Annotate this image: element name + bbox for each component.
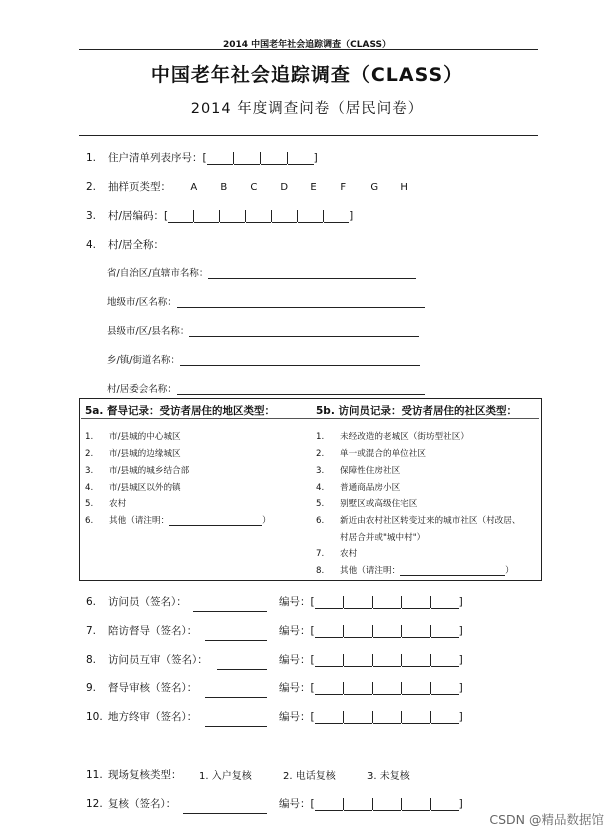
code-digit-box[interactable] xyxy=(315,625,343,638)
running-title: 2014 中国老年社会追踪调查（CLASS） xyxy=(222,40,392,50)
question-4-label: 村/居全称： xyxy=(108,239,165,251)
question-1: 1. 住户清单列表序号：[ ] xyxy=(86,152,318,164)
province-field: 省/自治区/直辖市名称： xyxy=(107,265,416,279)
section-5b-heading: 5b. 访问员记录：受访者居住的社区类型： xyxy=(316,405,517,417)
code-digit-box[interactable] xyxy=(402,682,430,695)
question-1-label: 住户清单列表序号：[ xyxy=(108,152,207,164)
sample-type-option[interactable]: G xyxy=(370,182,379,193)
community-option[interactable]: 4. 普通商品房小区 xyxy=(316,483,401,493)
supervisor-review-code: 编号：[ ] xyxy=(279,682,463,694)
q3-digit-box[interactable] xyxy=(272,210,297,223)
recheck-option-home[interactable]: 1. 入户复核 xyxy=(199,771,252,782)
code-digit-box[interactable] xyxy=(402,711,430,724)
sample-type-option[interactable]: H xyxy=(400,182,408,193)
signature-row-interviewer: 6. 访问员（签名）： xyxy=(86,596,187,608)
code-digit-box[interactable] xyxy=(431,625,459,638)
community-option[interactable]: 2. 单一或混合的单位社区 xyxy=(316,449,426,459)
community-option-continued: 村居合并或"城中村"） xyxy=(340,533,426,543)
question-3-label: 村/居编码：[ xyxy=(108,210,169,222)
peer-review-code: 编号：[ ] xyxy=(279,654,463,666)
area-option[interactable]: 1. 市/县城的中心城区 xyxy=(85,432,181,442)
code-digit-box[interactable] xyxy=(402,596,430,609)
q3-digit-box[interactable] xyxy=(194,210,219,223)
sample-type-option[interactable]: E xyxy=(310,182,317,193)
area-option-other[interactable]: 6. 其他（请注明： ） xyxy=(85,516,271,526)
watermark: CSDN @精品数据馆 xyxy=(489,812,604,827)
area-other-input[interactable] xyxy=(169,516,262,526)
prefecture-field: 地级市/区名称： xyxy=(107,294,425,308)
code-digit-box[interactable] xyxy=(315,711,343,724)
recheck-option-none[interactable]: 3. 未复核 xyxy=(367,771,410,782)
community-option[interactable]: 3. 保障性住房社区 xyxy=(316,466,401,476)
sample-type-option[interactable]: F xyxy=(340,182,347,193)
area-option[interactable]: 4. 市/县城区以外的镇 xyxy=(85,483,181,493)
code-digit-box[interactable] xyxy=(373,711,401,724)
code-digit-box[interactable] xyxy=(315,596,343,609)
code-digit-box[interactable] xyxy=(344,682,372,695)
code-digit-box[interactable] xyxy=(344,654,372,667)
township-field: 乡/镇/街道名称： xyxy=(107,352,420,366)
community-other-input[interactable] xyxy=(400,566,505,576)
signature-row-peer-review: 8. 访问员互审（签名）： xyxy=(86,654,208,666)
title-rule xyxy=(79,135,538,136)
q3-digit-box[interactable] xyxy=(298,210,323,223)
sample-type-option[interactable]: B xyxy=(220,182,228,193)
supervisor-review-signature-input[interactable] xyxy=(205,686,267,698)
code-digit-box[interactable] xyxy=(402,798,430,811)
area-option[interactable]: 2. 市/县城的边缘城区 xyxy=(85,449,181,459)
community-option[interactable]: 7. 农村 xyxy=(316,549,358,559)
prefecture-input[interactable] xyxy=(177,297,425,308)
question-2-label: 抽样页类型： xyxy=(108,181,171,193)
code-digit-box[interactable] xyxy=(431,654,459,667)
community-option-other[interactable]: 8. 其他（请注明： ） xyxy=(316,566,514,576)
signature-row-final-review: 10. 地方终审（签名）： xyxy=(86,711,198,723)
area-option[interactable]: 3. 市/县城的城乡结合部 xyxy=(85,466,190,476)
code-digit-box[interactable] xyxy=(373,682,401,695)
signature-row-supervisor-review: 9. 督导审核（签名）： xyxy=(86,682,198,694)
area-type-box-divider xyxy=(81,418,539,419)
interviewer-signature-input[interactable] xyxy=(193,600,267,612)
sample-type-option[interactable]: C xyxy=(250,182,258,193)
accompanying-supervisor-code: 编号：[ ] xyxy=(279,625,463,637)
community-option[interactable]: 1. 未经改造的老城区（街坊型社区） xyxy=(316,432,469,442)
code-digit-box[interactable] xyxy=(315,654,343,667)
area-option[interactable]: 5. 农村 xyxy=(85,499,127,509)
section-5a-heading: 5a. 督导记录：受访者居住的地区类型： xyxy=(85,405,276,417)
code-digit-box[interactable] xyxy=(431,682,459,695)
village-input[interactable] xyxy=(177,384,425,395)
code-digit-box[interactable] xyxy=(344,711,372,724)
question-2: 2. 抽样页类型： A B C D E F G H xyxy=(86,179,430,194)
document-title: 中国老年社会追踪调查（CLASS） xyxy=(150,64,464,86)
q1-digit-box[interactable] xyxy=(207,152,233,165)
code-digit-box[interactable] xyxy=(402,654,430,667)
province-input[interactable] xyxy=(208,268,416,279)
final-review-signature-input[interactable] xyxy=(205,715,267,727)
question-4: 4. 村/居全称： xyxy=(86,239,165,251)
village-field: 村/居委会名称： xyxy=(107,381,425,395)
sample-type-option[interactable]: D xyxy=(280,182,289,193)
code-digit-box[interactable] xyxy=(373,798,401,811)
code-digit-box[interactable] xyxy=(431,596,459,609)
sample-type-option[interactable]: A xyxy=(190,182,198,193)
code-digit-box[interactable] xyxy=(344,596,372,609)
signature-row-accompanying-supervisor: 7. 陪访督导（签名）： xyxy=(86,625,198,637)
code-digit-box[interactable] xyxy=(344,798,372,811)
q1-digit-box[interactable] xyxy=(234,152,260,165)
q3-digit-box[interactable] xyxy=(168,210,193,223)
peer-review-signature-input[interactable] xyxy=(217,658,267,670)
county-field: 县级市/区/县名称： xyxy=(107,323,419,337)
code-digit-box[interactable] xyxy=(344,625,372,638)
code-digit-box[interactable] xyxy=(373,654,401,667)
code-digit-box[interactable] xyxy=(402,625,430,638)
code-digit-box[interactable] xyxy=(373,596,401,609)
county-input[interactable] xyxy=(189,326,419,337)
community-option[interactable]: 5. 别墅区或高级住宅区 xyxy=(316,499,418,509)
question-12: 12. 复核（签名）： xyxy=(86,798,177,810)
document-subtitle: 2014 年度调查问卷（居民问卷） xyxy=(190,101,424,117)
header-rule xyxy=(79,49,538,50)
q3-digit-box[interactable] xyxy=(324,210,349,223)
township-input[interactable] xyxy=(180,355,420,366)
recheck-code: 编号：[ ] xyxy=(279,798,463,810)
question-3: 3. 村/居编码：[ ] xyxy=(86,210,354,222)
accompanying-supervisor-signature-input[interactable] xyxy=(205,629,267,641)
q1-digit-box[interactable] xyxy=(261,152,287,165)
question-11: 11. 现场复核类型： xyxy=(86,769,182,781)
q3-digit-box[interactable] xyxy=(246,210,271,223)
code-digit-box[interactable] xyxy=(373,625,401,638)
q1-digit-box[interactable] xyxy=(288,152,314,165)
final-review-code: 编号：[ ] xyxy=(279,711,463,723)
code-digit-box[interactable] xyxy=(315,682,343,695)
recheck-option-phone[interactable]: 2. 电话复核 xyxy=(283,771,336,782)
code-digit-box[interactable] xyxy=(315,798,343,811)
interviewer-code: 编号：[ ] xyxy=(279,596,463,608)
q3-digit-box[interactable] xyxy=(220,210,245,223)
code-digit-box[interactable] xyxy=(431,798,459,811)
recheck-signature-input[interactable] xyxy=(183,802,267,814)
code-digit-box[interactable] xyxy=(431,711,459,724)
community-option[interactable]: 6. 新近由农村社区转变过来的城市社区（村改居、 xyxy=(316,516,521,526)
